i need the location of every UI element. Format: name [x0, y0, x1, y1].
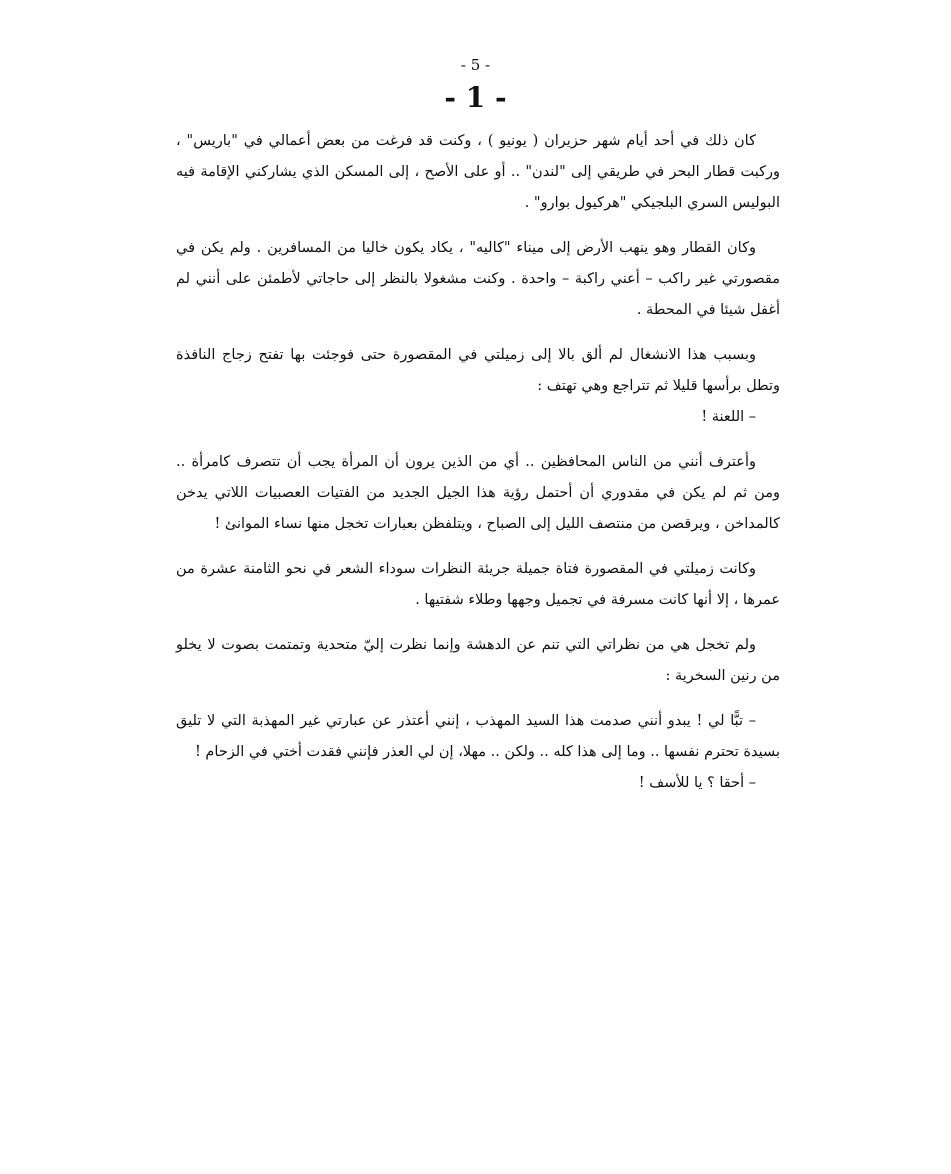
chapter-body [176, 126, 780, 799]
dialog-line: – أحقا ؟ يا للأسف ! [638, 775, 756, 791]
paragraph: وأعترف أنني من الناس المحافظين .. أي من الذين يرون أن المرأة يجب أن تتصرف كامرأة .. ومن ثم لم يكن في مقدوري أن أحتمل رؤية هذا الجيل الجديد من الفتيات العصبيات اللاتي يدخن كالمداخن ، ويرقصن من منتصف الليل إلى الصباح ، ويتلفظن بعبارات تخجل منها نساء الموانئ ! [176, 454, 780, 532]
paragraph: وكانت زميلتي في المقصورة فتاة جميلة جريئة النظرات سوداء الشعر في نحو الثامنة عشرة من عمرها ، إلا أنها كانت مسرفة في تجميل وجهها وطلاء شفتيها . [176, 561, 780, 608]
dialog-line: – تبًّا لي ! يبدو أنني صدمت هذا السيد المهذب ، إنني أعتذر عن عبارتي غير المهذبة التي لا تليق بسيدة تحترم نفسها .. وما إلى هذا كله .. ولكن .. مهلا، إن لي العذر فإنني فقدت أختي في الزحام ! [176, 713, 780, 760]
page-number: - 5 - [460, 56, 491, 74]
chapter-number: - 1 - [444, 81, 507, 114]
paragraph: وبسبب هذا الانشغال لم ألق بالا إلى زميلتي في المقصورة حتى فوجئت بها تفتح زجاج النافذة وتطل برأسها قليلا ثم تتراجع وهي تهتف : [176, 347, 780, 394]
paragraph: وكان القطار وهو ينهب الأرض إلى ميناء "كاليه" ، يكاد يكون خاليا من المسافرين . ولم يكن في مقصورتي غير راكب – أعني راكبة – واحدة . وكنت مشغولا بالنظر إلى حاجاتي لأطمئن على أنني لم أغفل شيئا في المحطة . [176, 240, 780, 318]
paragraph: ولم تخجل هي من نظراتي التي تنم عن الدهشة وإنما نظرت إليّ متحدية وتمتمت بصوت لا يخلو من رنين السخرية : [176, 637, 780, 684]
dialog-line: – اللعنة ! [701, 409, 756, 425]
paragraph: كان ذلك في أحد أيام شهر حزيران ( يونيو ) ، وكنت قد فرغت من بعض أعمالي في "باريس" ، وركبت قطار البحر في طريقي إلى "لندن" .. أو على الأصح ، إلى المسكن الذي يشاركني الإقامة فيه البوليس السري البلجيكي "هركيول بوارو" . [176, 133, 780, 211]
